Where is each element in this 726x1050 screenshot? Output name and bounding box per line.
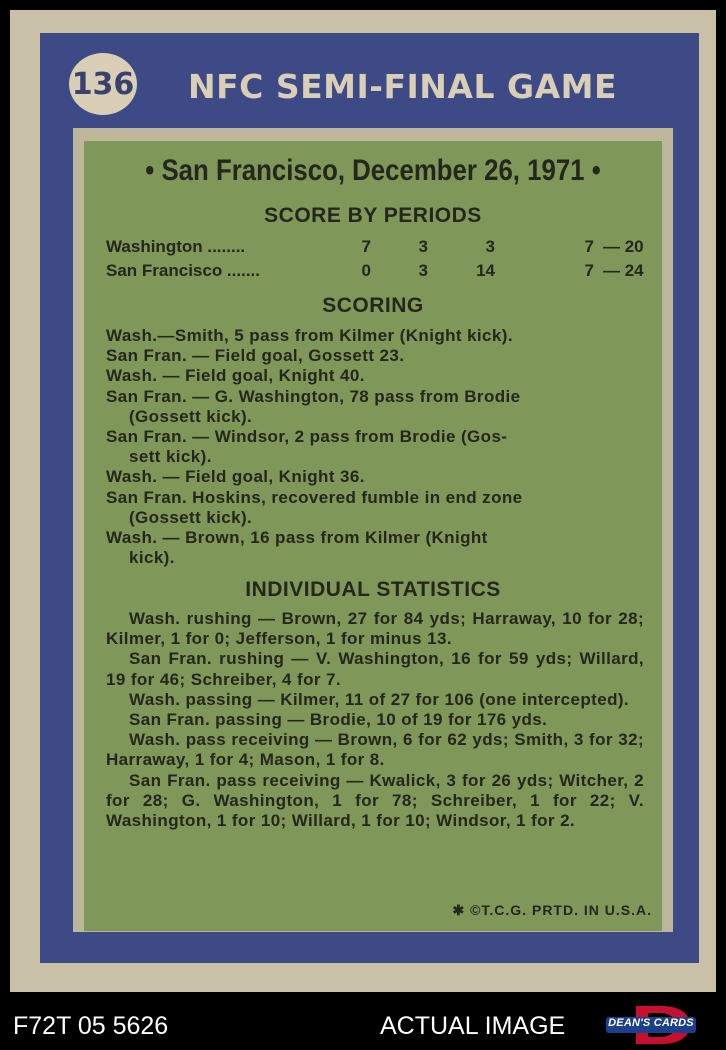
game-location-date: • San Francisco, December 26, 1971 • bbox=[145, 154, 601, 187]
card-number-badge: 136 bbox=[69, 53, 137, 115]
period-score: 7 bbox=[584, 261, 594, 280]
period-score: 14 bbox=[476, 261, 495, 280]
period-score: 3 bbox=[418, 237, 428, 256]
scoring-play: Wash. — Brown, 16 pass from Kilmer (Knight kick). bbox=[106, 528, 488, 568]
scoring-play: San Fran. — Field goal, Gossett 23. bbox=[106, 346, 405, 366]
team-name: San Francisco ....... bbox=[106, 261, 260, 280]
stat-entry: Wash. passing — Kilmer, 11 of 27 for 106 (one intercepted). bbox=[129, 689, 630, 709]
scoring-heading: SCORING bbox=[322, 294, 424, 317]
copyright-line: ✱ ©T.C.G. PRTD. IN U.S.A. bbox=[452, 902, 652, 918]
period-score: 7 bbox=[584, 237, 594, 256]
scoring-play: Wash.—Smith, 5 pass from Kilmer (Knight kick). bbox=[106, 326, 513, 345]
scoring-summary bbox=[106, 326, 644, 568]
final-score: — 24 bbox=[603, 261, 644, 280]
scoring-play: San Fran. Hoskins, recovered fumble in end zone (Gossett kick). bbox=[106, 487, 523, 527]
stat-entry: San Fran. passing — Brodie, 10 of 19 for 176 yds. bbox=[129, 710, 548, 730]
period-score: 3 bbox=[485, 237, 495, 256]
team-name: Washington ........ bbox=[106, 237, 246, 256]
stat-entry: San Fran. rushing — V. Washington, 16 for 59 yds; Willard, 19 for 46; Schreiber, 4 for 7. bbox=[106, 649, 644, 689]
stat-entry: San Fran. pass receiving — Kwalick, 3 for 26 yds; Witcher, 2 for 28; G. Washington, 1 for 78; Schreiber, 1 for 22; V. Washington, 1 for 10; Willard, 1 for 10; Windsor, 1 for 2. bbox=[106, 770, 644, 831]
statistics-text bbox=[106, 609, 644, 831]
card-title: NFC SEMI-FINAL GAME bbox=[188, 67, 617, 106]
period-score: 7 bbox=[361, 237, 371, 256]
score-by-periods-heading: SCORE BY PERIODS bbox=[264, 204, 482, 227]
period-score: 0 bbox=[361, 261, 371, 280]
actual-image-label: ACTUAL IMAGE bbox=[380, 1012, 566, 1040]
period-score: 3 bbox=[418, 261, 428, 280]
final-score: — 20 bbox=[603, 237, 644, 256]
scoring-play: Wash. — Field goal, Knight 40. bbox=[106, 366, 365, 386]
score-row-washington bbox=[106, 236, 646, 258]
stat-entry: Wash. rushing — Brown, 27 for 84 yds; Harraway, 10 for 28; Kilmer, 1 for 0; Jefferson, 1 for minus 13. bbox=[106, 609, 644, 649]
stat-entry: Wash. pass receiving — Brown, 6 for 62 yds; Smith, 3 for 32; Harraway, 1 for 4; Mason, 1 for 8. bbox=[106, 730, 644, 770]
individual-statistics-heading: INDIVIDUAL STATISTICS bbox=[245, 578, 501, 601]
inventory-code: F72T 05 5626 bbox=[13, 1012, 169, 1040]
scoring-play: Wash. — Field goal, Knight 36. bbox=[106, 467, 365, 487]
scoring-play: San Fran. — Windsor, 2 pass from Brodie (Gos- sett kick). bbox=[106, 427, 508, 467]
card-content-panel bbox=[84, 141, 662, 931]
logo-text: DEAN'S CARDS bbox=[608, 1017, 694, 1029]
score-row-san-francisco bbox=[106, 260, 646, 282]
scoring-play: San Fran. — G. Washington, 78 pass from Brodie (Gossett kick). bbox=[106, 386, 521, 426]
